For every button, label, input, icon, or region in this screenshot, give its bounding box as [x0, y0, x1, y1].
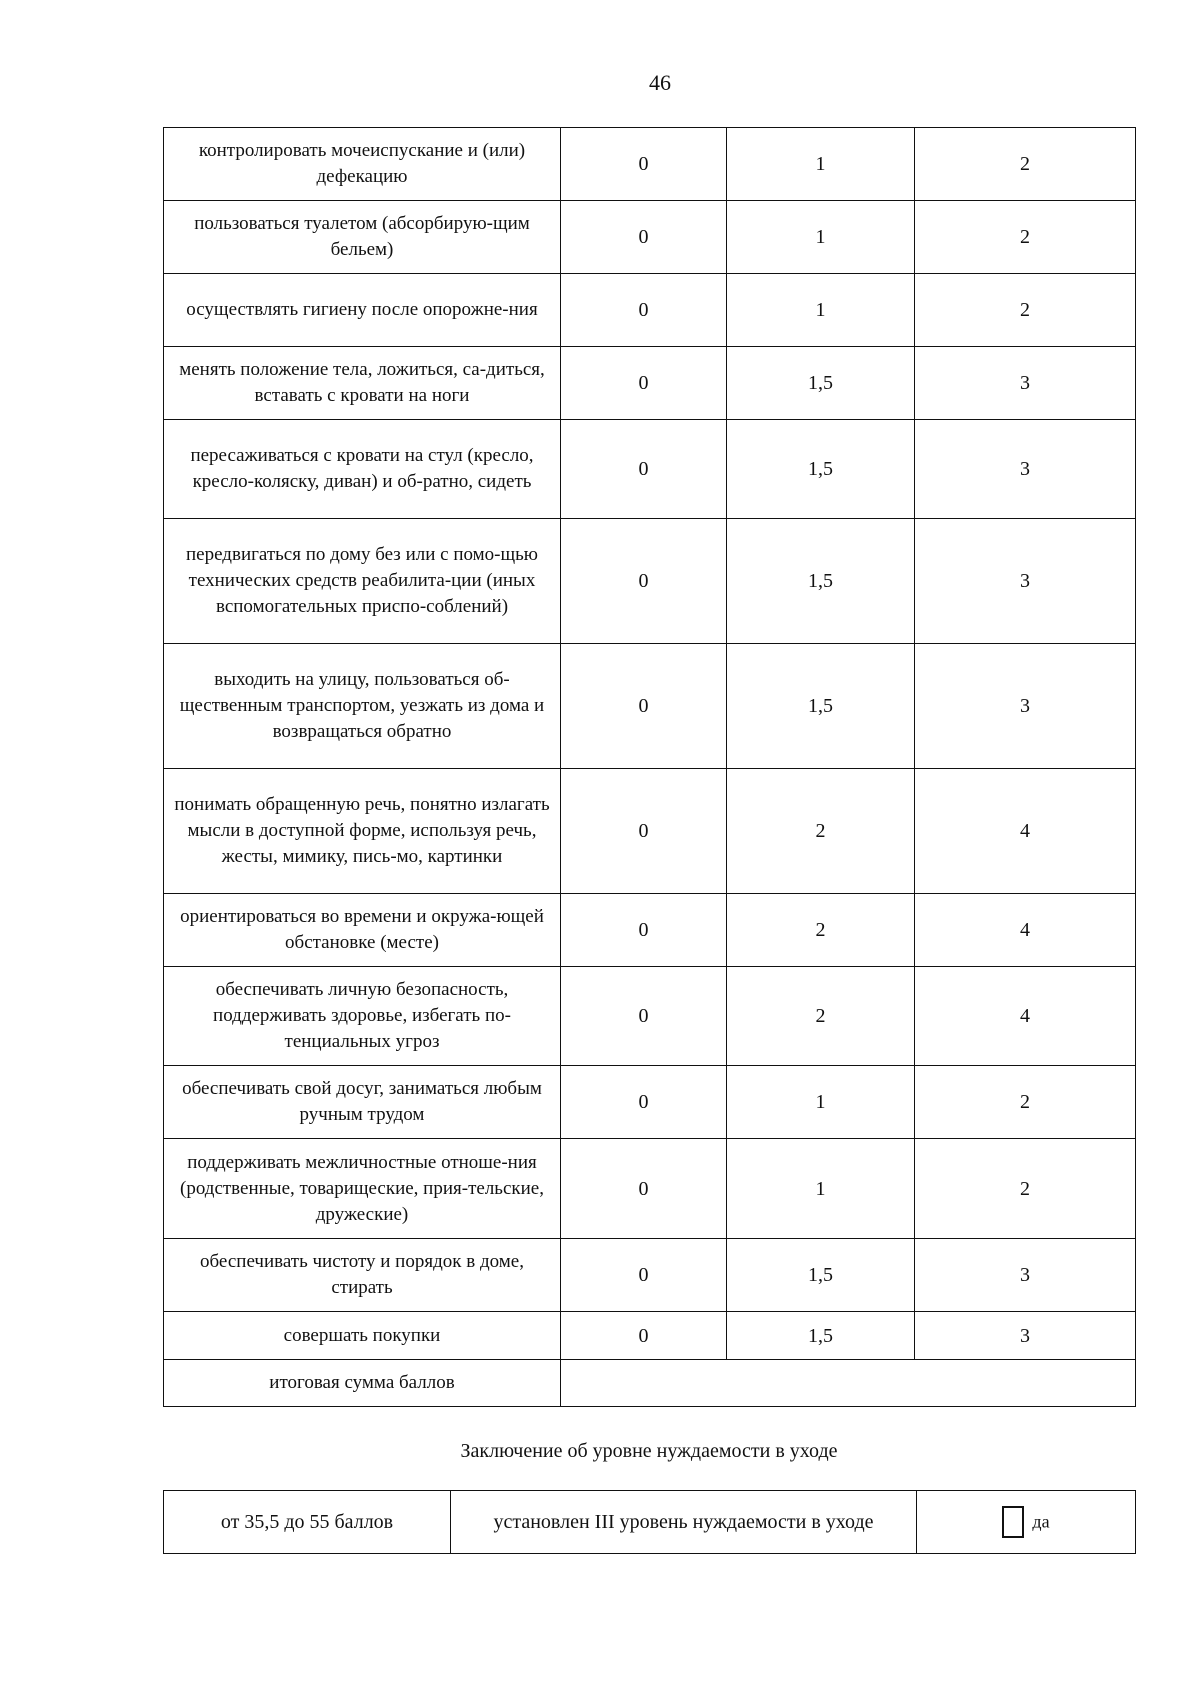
score-cell-full: 4 — [915, 967, 1136, 1066]
table-row — [164, 347, 1136, 420]
score-cell-full: 3 — [915, 347, 1136, 420]
score-cell-full: 3 — [915, 1312, 1136, 1360]
table-row — [164, 1139, 1136, 1239]
table-row — [164, 967, 1136, 1066]
yes-checkbox[interactable] — [1002, 1506, 1024, 1538]
score-cell-partial: 2 — [727, 967, 915, 1066]
care-level-cell: установлен III уровень нуждаемости в уходе — [451, 1491, 917, 1554]
score-cell-none: 0 — [561, 201, 727, 274]
conclusion-row — [164, 1491, 1136, 1554]
score-cell-partial: 1,5 — [727, 347, 915, 420]
score-cell-none: 0 — [561, 1239, 727, 1312]
score-cell-partial: 1 — [727, 1066, 915, 1139]
conclusion-title: Заключение об уровне нуждаемости в уходе — [460, 1440, 838, 1462]
activity-cell: выходить на улицу, пользоваться об-щественным транспортом, уезжать из дома и возвращаться обратно — [164, 644, 561, 769]
score-cell-full: 2 — [915, 201, 1136, 274]
score-cell-partial: 2 — [727, 894, 915, 967]
score-cell-partial: 1 — [727, 1139, 915, 1239]
table-row — [164, 769, 1136, 894]
score-cell-full: 2 — [915, 1066, 1136, 1139]
table-row — [164, 201, 1136, 274]
activity-cell: пользоваться туалетом (абсорбирую-щим бельем) — [164, 201, 561, 274]
score-cell-full: 3 — [915, 1239, 1136, 1312]
activity-cell: обеспечивать чистоту и порядок в доме, стирать — [164, 1239, 561, 1312]
score-cell-none: 0 — [561, 967, 727, 1066]
score-cell-partial: 1,5 — [727, 1239, 915, 1312]
score-cell-none: 0 — [561, 128, 727, 201]
total-value-cell — [561, 1360, 1136, 1407]
score-cell-partial: 1,5 — [727, 420, 915, 519]
score-cell-partial: 2 — [727, 769, 915, 894]
score-cell-partial: 1,5 — [727, 1312, 915, 1360]
conclusion-table — [163, 1490, 1136, 1554]
score-cell-none: 0 — [561, 644, 727, 769]
table-row — [164, 1239, 1136, 1312]
score-cell-none: 0 — [561, 420, 727, 519]
score-cell-partial: 1,5 — [727, 644, 915, 769]
care-needs-score-table — [163, 127, 1136, 1407]
score-cell-partial: 1 — [727, 128, 915, 201]
score-cell-none: 0 — [561, 769, 727, 894]
score-cell-none: 0 — [561, 1139, 727, 1239]
score-cell-none: 0 — [561, 274, 727, 347]
activity-cell: понимать обращенную речь, понятно излагать мысли в доступной форме, используя речь, жесты, мимику, пись-мо, картинки — [164, 769, 561, 894]
score-cell-full: 2 — [915, 1139, 1136, 1239]
activity-cell: передвигаться по дому без или с помо-щью технических средств реабилита-ции (иных вспомогательных приспо-соблений) — [164, 519, 561, 644]
table-row — [164, 274, 1136, 347]
score-cell-full: 2 — [915, 274, 1136, 347]
score-cell-none: 0 — [561, 1066, 727, 1139]
yes-checkbox-cell — [917, 1491, 1136, 1554]
score-cell-none: 0 — [561, 347, 727, 420]
score-cell-full: 3 — [915, 420, 1136, 519]
table-row — [164, 519, 1136, 644]
total-row — [164, 1360, 1136, 1407]
score-cell-partial: 1 — [727, 274, 915, 347]
score-cell-full: 4 — [915, 769, 1136, 894]
activity-cell: обеспечивать личную безопасность, поддерживать здоровье, избегать по-тенциальных угроз — [164, 967, 561, 1066]
score-cell-none: 0 — [561, 894, 727, 967]
activity-cell: ориентироваться во времени и окружа-ющей обстановке (месте) — [164, 894, 561, 967]
activity-cell: обеспечивать свой досуг, заниматься любым ручным трудом — [164, 1066, 561, 1139]
table-row — [164, 1312, 1136, 1360]
table-row — [164, 128, 1136, 201]
page-number: 46 — [649, 70, 671, 95]
score-cell-none: 0 — [561, 1312, 727, 1360]
activity-cell: осуществлять гигиену после опорожне-ния — [164, 274, 561, 347]
score-cell-full: 3 — [915, 644, 1136, 769]
score-range-cell: от 35,5 до 55 баллов — [164, 1491, 451, 1554]
yes-label: да — [1032, 1511, 1050, 1532]
activity-cell: совершать покупки — [164, 1312, 561, 1360]
activity-cell: контролировать мочеиспускание и (или) дефекацию — [164, 128, 561, 201]
table-row — [164, 1066, 1136, 1139]
activity-cell: поддерживать межличностные отноше-ния (родственные, товарищеские, прия-тельские, дружеские) — [164, 1139, 561, 1239]
table-row — [164, 644, 1136, 769]
table-row — [164, 894, 1136, 967]
table-row — [164, 420, 1136, 519]
score-cell-full: 4 — [915, 894, 1136, 967]
score-cell-full: 2 — [915, 128, 1136, 201]
activity-cell: менять положение тела, ложиться, са-диться, вставать с кровати на ноги — [164, 347, 561, 420]
activity-cell: пересаживаться с кровати на стул (кресло, кресло-коляску, диван) и об-ратно, сидеть — [164, 420, 561, 519]
score-cell-none: 0 — [561, 519, 727, 644]
score-cell-full: 3 — [915, 519, 1136, 644]
score-cell-partial: 1 — [727, 201, 915, 274]
score-cell-partial: 1,5 — [727, 519, 915, 644]
total-label: итоговая сумма баллов — [164, 1360, 561, 1407]
